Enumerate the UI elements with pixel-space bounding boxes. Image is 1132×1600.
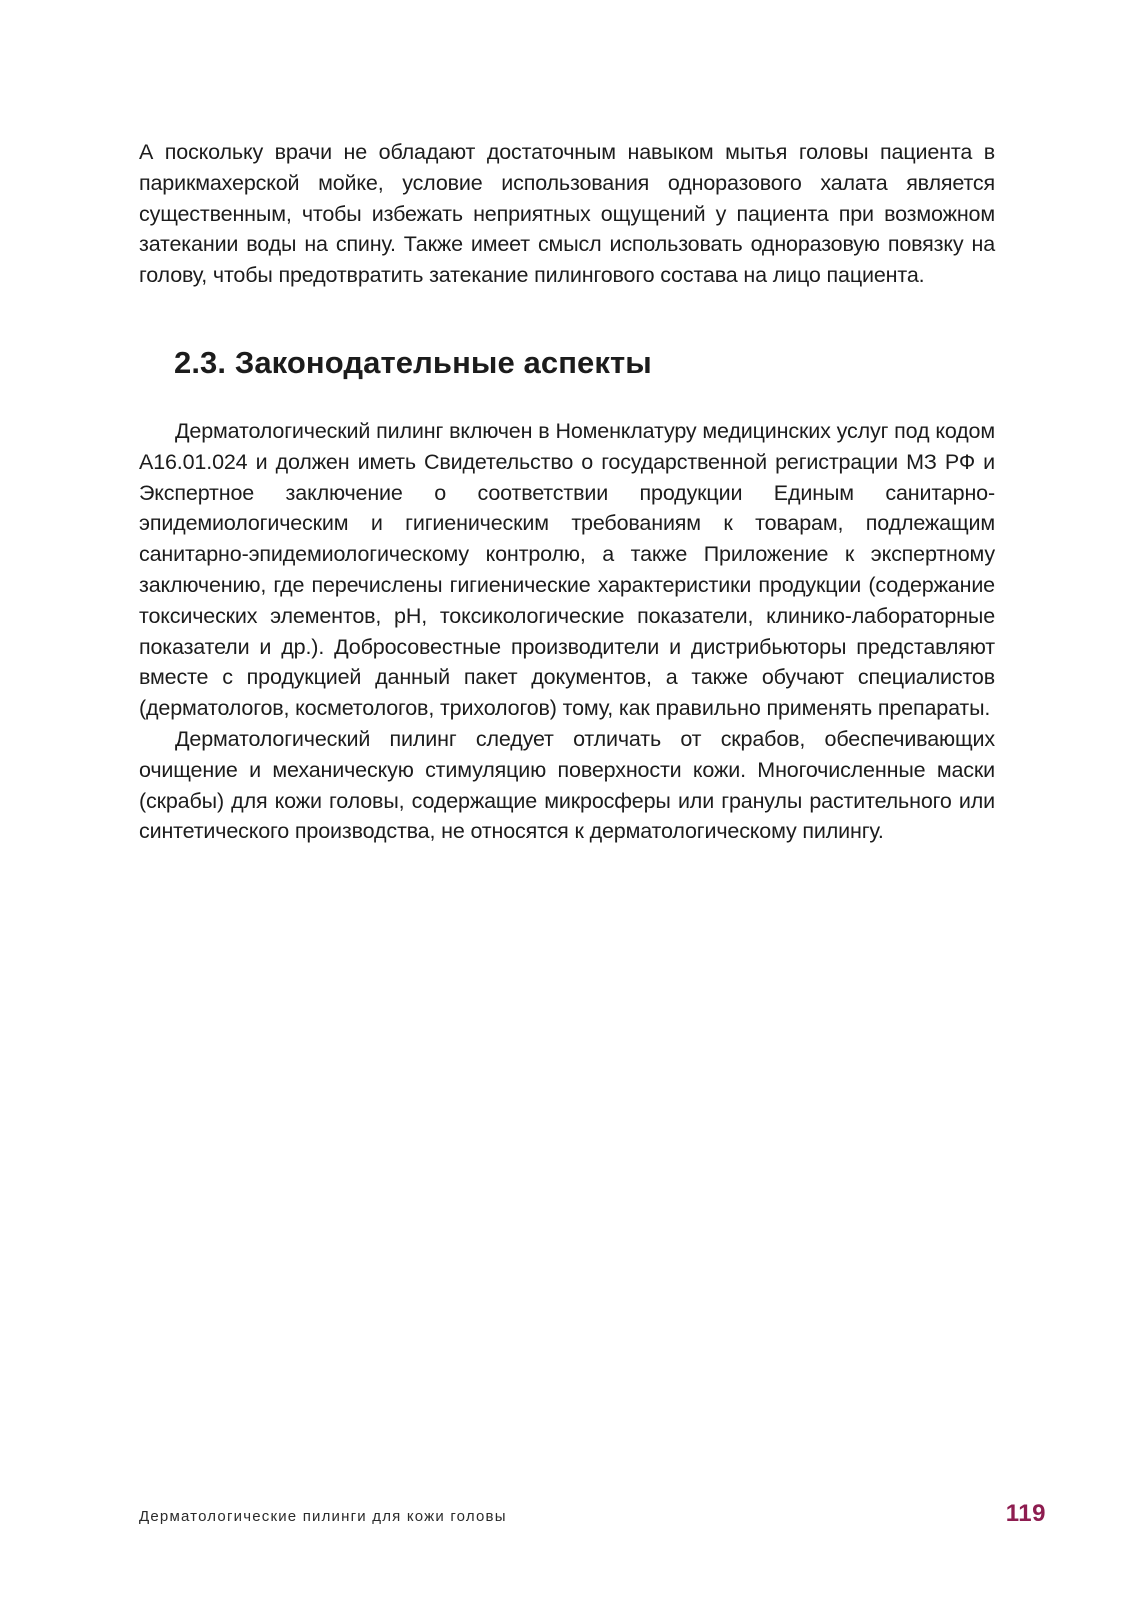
page-content [139, 137, 995, 847]
running-footer-title: Дерматологические пилинги для кожи головы [139, 1508, 507, 1525]
body-paragraph: А поскольку врачи не обладают достаточным навыком мытья головы пациента в парикмахерской мойке, условие использования одноразового халата является существенным, чтобы избежать неприятных ощущений у пациента при возможном затекании воды на спину. Также имеет смысл использовать одноразовую повязку на голову, чтобы предотвратить затекание пилингового состава на лицо пациента. [139, 140, 995, 288]
body-paragraph: Дерматологический пилинг включен в Номенклатуру медицинских услуг под кодом А16.01.024 и должен иметь Свидетельство о государственной регистрации МЗ РФ и Экспертное заключение о соответствии продукции Единым санитарно-эпидемиологическим и гигиеническим требованиям к товарам, подлежащим санитарно-эпидемиологическому контролю, а также Приложение к экспертному заключению, где перечислены гигиенические характеристики продукции (содержание токсических элементов, pH, токсикологические показатели, клинико-лабораторные показатели и др.). Добросовестные производители и дистрибьюторы представляют вместе с продукцией данный пакет документов, а также обучают специалистов (дерматологов, косметологов, трихологов) тому, как правильно применять препараты. [139, 418, 995, 721]
body-paragraph: Дерматологический пилинг следует отличать от скрабов, обеспечивающих очищение и механическую стимуляцию поверхности кожи. Многочисленные маски (скрабы) для кожи головы, содержащие микросферы или гранулы растительного или синтетического производства, не относятся к дерматологическому пилингу. [139, 726, 995, 844]
section-heading: 2.3. Законодательные аспекты [174, 344, 652, 380]
page-number: 119 [1005, 1500, 1046, 1527]
